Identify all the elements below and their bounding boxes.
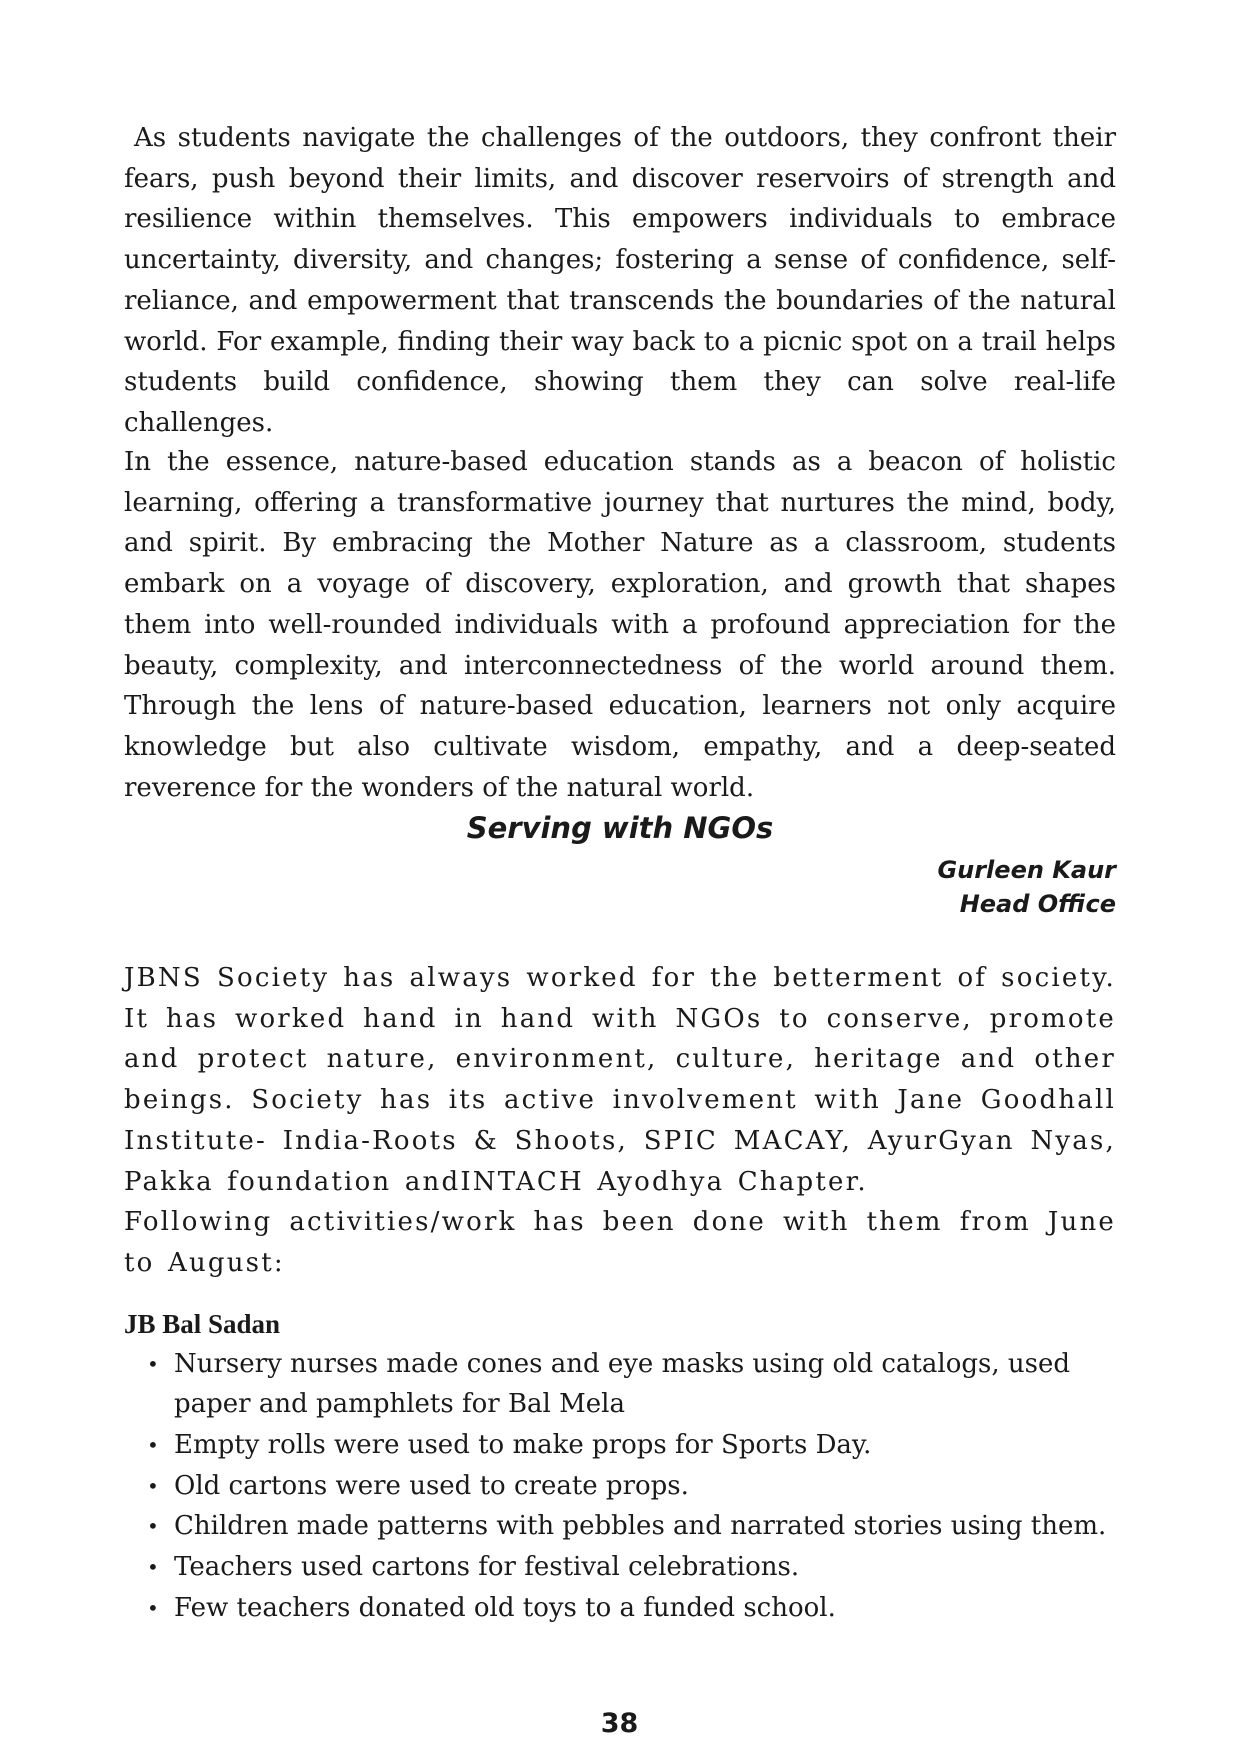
page-number: 38 <box>600 1708 639 1739</box>
bullet-icon: • <box>147 1473 159 1498</box>
paragraph-block-outdoor <box>124 118 1116 444</box>
activities-list <box>124 1344 1116 1629</box>
list-item <box>124 1344 1116 1425</box>
article-author: Gurleen Kaur <box>937 856 1116 884</box>
article-title: Serving with NGOs <box>466 811 774 845</box>
list-item <box>124 1506 1116 1547</box>
list-item <box>124 1425 1116 1466</box>
list-item-text: Few teachers donated old toys to a funded school. <box>174 1592 836 1623</box>
paragraph-outdoor-challenges: As students navigate the challenges of the outdoors, they confront their fears, push beyond their limits, and discover reservoirs of strength and resilience within themselves. This empowers individuals to embrace uncertainty, diversity, and changes; fostering a sense of confidence, self-reliance, and empowerment that transcends the boundaries of the natural world. For example, finding their way back to a picnic spot on a trail helps students build confidence, showing them they can solve real-life challenges. <box>124 123 1116 438</box>
list-item-text: Teachers used cartons for festival celebrations. <box>174 1552 800 1583</box>
section-heading: JB Bal Sadan <box>124 1308 281 1339</box>
list-item-text: Nursery nurses made cones and eye masks using old catalogs, used paper and pamphlets for Bal Mela <box>174 1348 1070 1420</box>
article-intro: JBNS Society has always worked for the betterment of society. It has worked hand in hand with NGOs to conserve, promote and protect nature, environment, culture, heritage and other beings. Society has its active involvement with Jane Goodhall Institute- India-Roots & Shoots, SPIC MACAY, AyurGyan Nyas, Pakka foundation andINTACH Ayodhya Chapter. <box>124 963 1116 1197</box>
article-office: Head Office <box>959 890 1116 918</box>
bullet-icon: • <box>147 1595 159 1620</box>
bullet-icon: • <box>147 1514 159 1539</box>
list-item-text: Empty rolls were used to make props for Sports Day. <box>174 1430 872 1461</box>
activities-intro: Following activities/work has been done with them from June to August: <box>124 1207 1116 1278</box>
list-item <box>124 1466 1116 1507</box>
list-item-text: Old cartons were used to create props. <box>174 1470 689 1501</box>
bullet-icon: • <box>147 1433 159 1458</box>
paragraph-essence: In the essence, nature-based education stands as a beacon of holistic learning, offering a transformative journey that nurtures the mind, body, and spirit. By embracing the Mother Nature as a classroom, students embark on a voyage of discovery, exploration, and growth that shapes them into well-rounded individuals with a profound appreciation for the beauty, complexity, and interconnectedness of the world around them. Through the lens of nature-based education, learners not only acquire knowledge but also cultivate wisdom, empathy, and a deep-seated reverence for the wonders of the natural world. <box>124 447 1116 803</box>
list-item <box>124 1588 1116 1629</box>
list-item <box>124 1547 1116 1588</box>
bullet-icon: • <box>147 1555 159 1580</box>
list-item-text: Children made patterns with pebbles and narrated stories using them. <box>174 1511 1107 1542</box>
article-body <box>124 958 1116 1629</box>
paragraph-block-essence <box>124 442 1116 808</box>
bullet-icon: • <box>147 1351 159 1376</box>
